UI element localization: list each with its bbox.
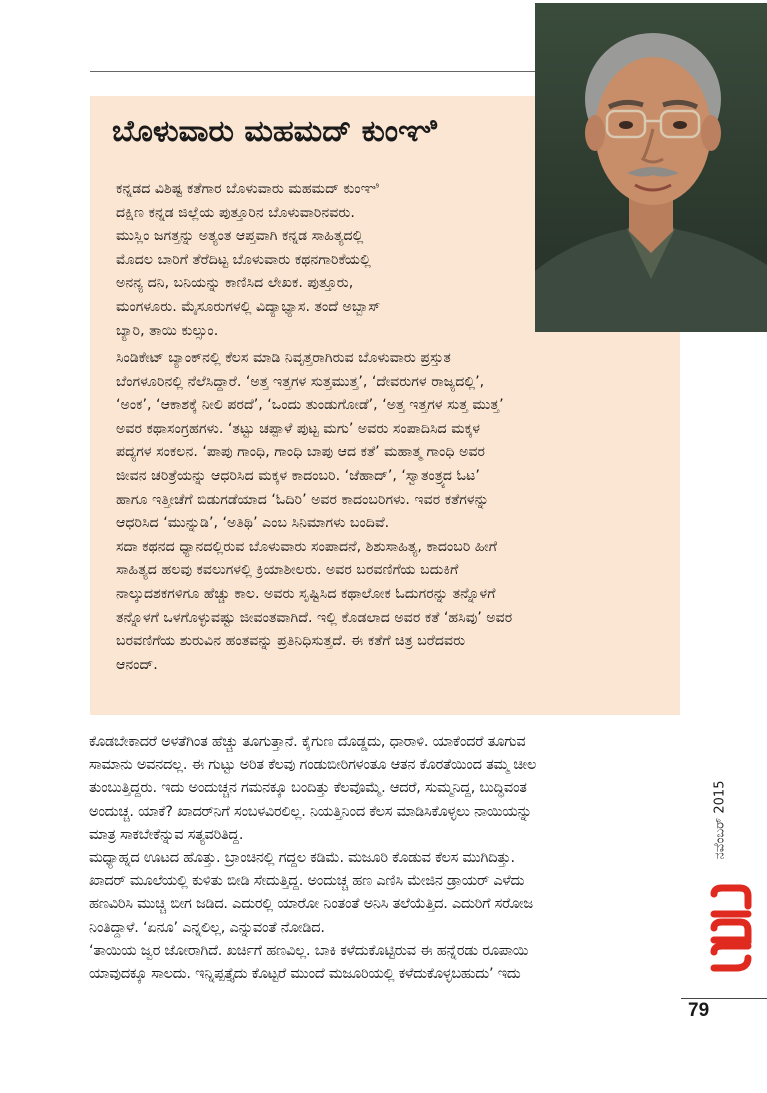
bio-line: ಬರವಣಿಗೆಯ ಶುರುವಿನ ಹಂತವನ್ನು ಪ್ರತಿನಿಧಿಸುತ್ತದೆ. ಈ ಕತೆಗೆ ಚಿತ್ರ ಬರೆದವರು (116, 633, 466, 650)
story-text (89, 731, 681, 986)
bio-line: ಸದಾ ಕಥನದ ಧ್ಯಾನದಲ್ಲಿರುವ ಬೊಳುವಾರು ಸಂಪಾದನೆ, ಶಿಶುಸಾಹಿತ್ಯ, ಕಾದಂಬರಿ ಹೀಗೆ (116, 538, 497, 555)
magazine-logo (706, 884, 756, 974)
portrait-illustration (535, 3, 767, 332)
bio-line: ಆಧರಿಸಿದ ‘ಮುನ್ನುಡಿ’, ‘ಅತಿಥಿ’ ಎಂಬ ಸಿನಿಮಾಗಳು ಬಂದಿವೆ. (116, 515, 390, 532)
story-line: ಸಾಮಾನು ಅವನದಲ್ಲ. ಈ ಗುಟ್ಟು ಅರಿತ ಕೆಲವು ಗಂಡುಬೀರಿಗಳಂತೂ ಆತನ ಕೊರತೆಯಿಂದ ತಮ್ಮ ಚೀಲ (89, 757, 537, 774)
story-line: ಯಾವುದಕ್ಕೂ ಸಾಲದು. ಇನ್ನಿಪ್ಪತ್ತೈದು ಕೊಟ್ಟರೆ ಮುಂದೆ ಮಜೂರಿಯಲ್ಲಿ ಕಳೆದುಕೊಳ್ಳಬಹುದು’ ಇದು (89, 966, 521, 983)
bio-line: ತನ್ನೊಳಗೆ ಒಳಗೊಳ್ಳುವಷ್ಟು ಜೀವಂತವಾಗಿದೆ. ಇಲ್ಲಿ ಕೊಡಲಾದ ಅವರ ಕತೆ ‘ಹಸಿವು’ ಅವರ (116, 609, 513, 626)
bio-line: ಮೊದಲ ಬಾರಿಗೆ ತೆರೆದಿಟ್ಟ ಬೊಳುವಾರು ಕಥನಗಾರಿಕೆಯಲ್ಲಿ (116, 251, 371, 268)
bio-line: ‘ಅಂಕ’, ‘ಆಕಾಶಕ್ಕೆ ನೀಲಿ ಪರದೆ’, ‘ಒಂದು ತುಂಡುಗೋಡೆ’, ‘ಅತ್ತ ಇತ್ತಗಳ ಸುತ್ತ ಮುತ್ತ’ (116, 397, 504, 414)
bio-line: ಹಾಗೂ ಇತ್ತೀಚೆಗೆ ಬಿಡುಗಡೆಯಾದ ‘ಓದಿರಿ’ ಅವರ ಕಾದಂಬರಿಗಳು. ಇವರ ಕತೆಗಳನ್ನು (116, 491, 489, 508)
bio-line: ಬ್ಯಾರಿ, ತಾಯಿ ಕುಲ್ಸುಂ. (116, 322, 219, 339)
bio-line: ಕನ್ನಡದ ವಿಶಿಷ್ಟ ಕತೆಗಾರ ಬೊಳುವಾರು ಮಹಮದ್ ಕುಂಞಿ (116, 181, 379, 197)
top-rule (90, 71, 536, 72)
story-line: ‘ತಾಯಿಯ ಜ್ವರ ಜೋರಾಗಿದೆ. ಖರ್ಚಿಗೆ ಹಣವಿಲ್ಲ. ಬಾಕಿ ಕಳೆದುಕೊಟ್ಟಿರುವ ಈ ಹನ್ನೆರಡು ರೂಪಾಯಿ (89, 942, 529, 959)
bio-line: ಜೀವನ ಚರಿತ್ರೆಯನ್ನು ಆಧರಿಸಿದ ಮಕ್ಕಳ ಕಾದಂಬರಿ. ‘ಜೆಹಾದ್’, ‘ಸ್ವಾತಂತ್ರ್ಯದ ಓಟ’ (116, 467, 480, 484)
bio-line: ಬೆಂಗಳೂರಿನಲ್ಲಿ ನೆಲೆಸಿದ್ದಾರೆ. ‘ಅತ್ತ ಇತ್ತಗಳ ಸುತ್ತಮುತ್ತ’, ‘ದೇವರುಗಳ ರಾಜ್ಯದಲ್ಲಿ’, (116, 373, 485, 390)
bio-line: ಆನಂದ್. (116, 656, 158, 673)
story-line: ಮಾತ್ರ ಸಾಕಬೇಕೆನ್ನುವ ಸತ್ಯವರಿತಿದ್ದ. (89, 826, 244, 843)
author-name-heading: ಬೊಳುವಾರು ಮಹಮದ್ ಕುಂಞಿ (112, 114, 437, 149)
story-line: ನಿಂತಿದ್ದಾಳೆ. ‘ಏನೂ’ ಎನ್ನಲಿಲ್ಲ, ಎನ್ನುವಂತೆ ನೋಡಿದ. (89, 919, 325, 936)
bio-line: ದಕ್ಷಿಣ ಕನ್ನಡ ಜಿಲ್ಲೆಯ ಪುತ್ತೂರಿನ ಬೊಳುವಾರಿನವರು. (116, 204, 355, 221)
issue-date-text: ನವೆಂಬರ್ 2015 (712, 780, 728, 860)
bio-line: ಸಿಂಡಿಕೇಟ್ ಬ್ಯಾಂಕ್‌ನಲ್ಲಿ ಕೆಲಸ ಮಾಡಿ ನಿವೃತ್ತರಾಗಿರುವ ಬೊಳುವಾರು ಪ್ರಸ್ತುತ (116, 350, 451, 366)
story-line: ಕೊಡಬೇಕಾದರೆ ಅಳತೆಗಿಂತ ಹೆಚ್ಚು ತೂಗುತ್ತಾನೆ. ಕೈಗುಣ ದೊಡ್ಡದು, ಧಾರಾಳಿ. ಯಾಕೆಂದರೆ ತೂಗುವ (89, 734, 526, 750)
page-number: 79 (688, 1000, 710, 1021)
author-portrait-photo (535, 3, 767, 332)
story-line: ಅಂದುಚ್ಚ. ಯಾಕೆ? ಖಾದರ್‌ನಿಗೆ ಸಂಬಳವಿರಲಿಲ್ಲ. ನಿಯತ್ತಿನಿಂದ ಕೆಲಸ ಮಾಡಿಸಿಕೊಳ್ಳಲು ನಾಯಿಯನ್ನು (89, 803, 532, 820)
bio-line: ಸಾಹಿತ್ಯದ ಹಲವು ಕವಲುಗಳಲ್ಲಿ ಕ್ರಿಯಾಶೀಲರು. ಅವರ ಬರವಣಿಗೆಯ ಬದುಕಿಗೆ (116, 562, 459, 579)
story-line: ಹಣವಿರಿಸಿ ಮುಚ್ಚಿ ಬೀಗ ಜಡಿದ. ಎದುರಲ್ಲಿ ಯಾರೋ ನಿಂತಂತೆ ಅನಿಸಿ ತಲೆಯೆತ್ತಿದ. ಎದುರಿಗೆ ಸರೋಜ (89, 896, 533, 913)
issue-date (705, 765, 735, 875)
story-line: ಖಾದರ್ ಮೂಲೆಯಲ್ಲಿ ಕುಳಿತು ಬೀಡಿ ಸೇದುತ್ತಿದ್ದ. ಅಂದುಚ್ಚ ಹಣ ಎಣಿಸಿ ಮೇಜಿನ ಡ್ರಾಯರ್ ಎಳೆದು (89, 873, 525, 890)
story-line: ಮಧ್ಯಾಹ್ನದ ಊಟದ ಹೊತ್ತು. ಬ್ರಾಂಚಿನಲ್ಲಿ ಗದ್ದಲ ಕಡಿಮೆ. ಮಜೂರಿ ಕೊಡುವ ಕೆಲಸ ಮುಗಿದಿತ್ತು. (89, 850, 515, 867)
bio-line: ಅವರ ಕಥಾಸಂಗ್ರಹಗಳು. ‘ತಟ್ಟು ಚಪ್ಪಾಳೆ ಪುಟ್ಟ ಮಗು’ ಅವರು ಸಂಪಾದಿಸಿದ ಮಕ್ಕಳ (116, 420, 481, 437)
author-bio-works (116, 347, 676, 677)
bio-line: ನಾಲ್ಕುದಶಕಗಳಿಗೂ ಹೆಚ್ಚು ಕಾಲ. ಅವರು ಸೃಷ್ಟಿಸಿದ ಕಥಾಲೋಕ ಓದುಗರನ್ನು ತನ್ನೊಳಗೆ (116, 585, 496, 602)
author-bio-intro (116, 178, 532, 343)
story-line: ತುಂಬುತ್ತಿದ್ದರು. ಇದು ಅಂದುಚ್ಚನ ಗಮನಕ್ಕೂ ಬಂದಿತ್ತು ಕೆಲವೊಮ್ಮೆ. ಆದರೆ, ಸುಮ್ಮನಿದ್ದ, ಬುದ್ಧಿವಂತ (89, 780, 527, 797)
bio-line: ಮಂಗಳೂರು. ಮೈಸೂರುಗಳಲ್ಲಿ ವಿದ್ಯಾಭ್ಯಾಸ. ತಂದೆ ಅಬ್ಬಾಸ್ (116, 298, 381, 315)
bio-line: ಮುಸ್ಲಿಂ ಜಗತ್ತನ್ನು ಅತ್ಯಂತ ಆಪ್ತವಾಗಿ ಕನ್ನಡ ಸಾಹಿತ್ಯದಲ್ಲಿ (116, 228, 364, 245)
bio-line: ಅನನ್ಯ ದನಿ, ಬನಿಯನ್ನು ಕಾಣಿಸಿದ ಲೇಖಕ. ಪುತ್ತೂರು, (116, 275, 354, 292)
bio-line: ಪದ್ಯಗಳ ಸಂಕಲನ. ‘ಪಾಪು ಗಾಂಧಿ, ಗಾಂಧಿ ಬಾಪು ಆದ ಕತೆ’ ಮಹಾತ್ಮ ಗಾಂಧಿ ಅವರ (116, 444, 486, 461)
